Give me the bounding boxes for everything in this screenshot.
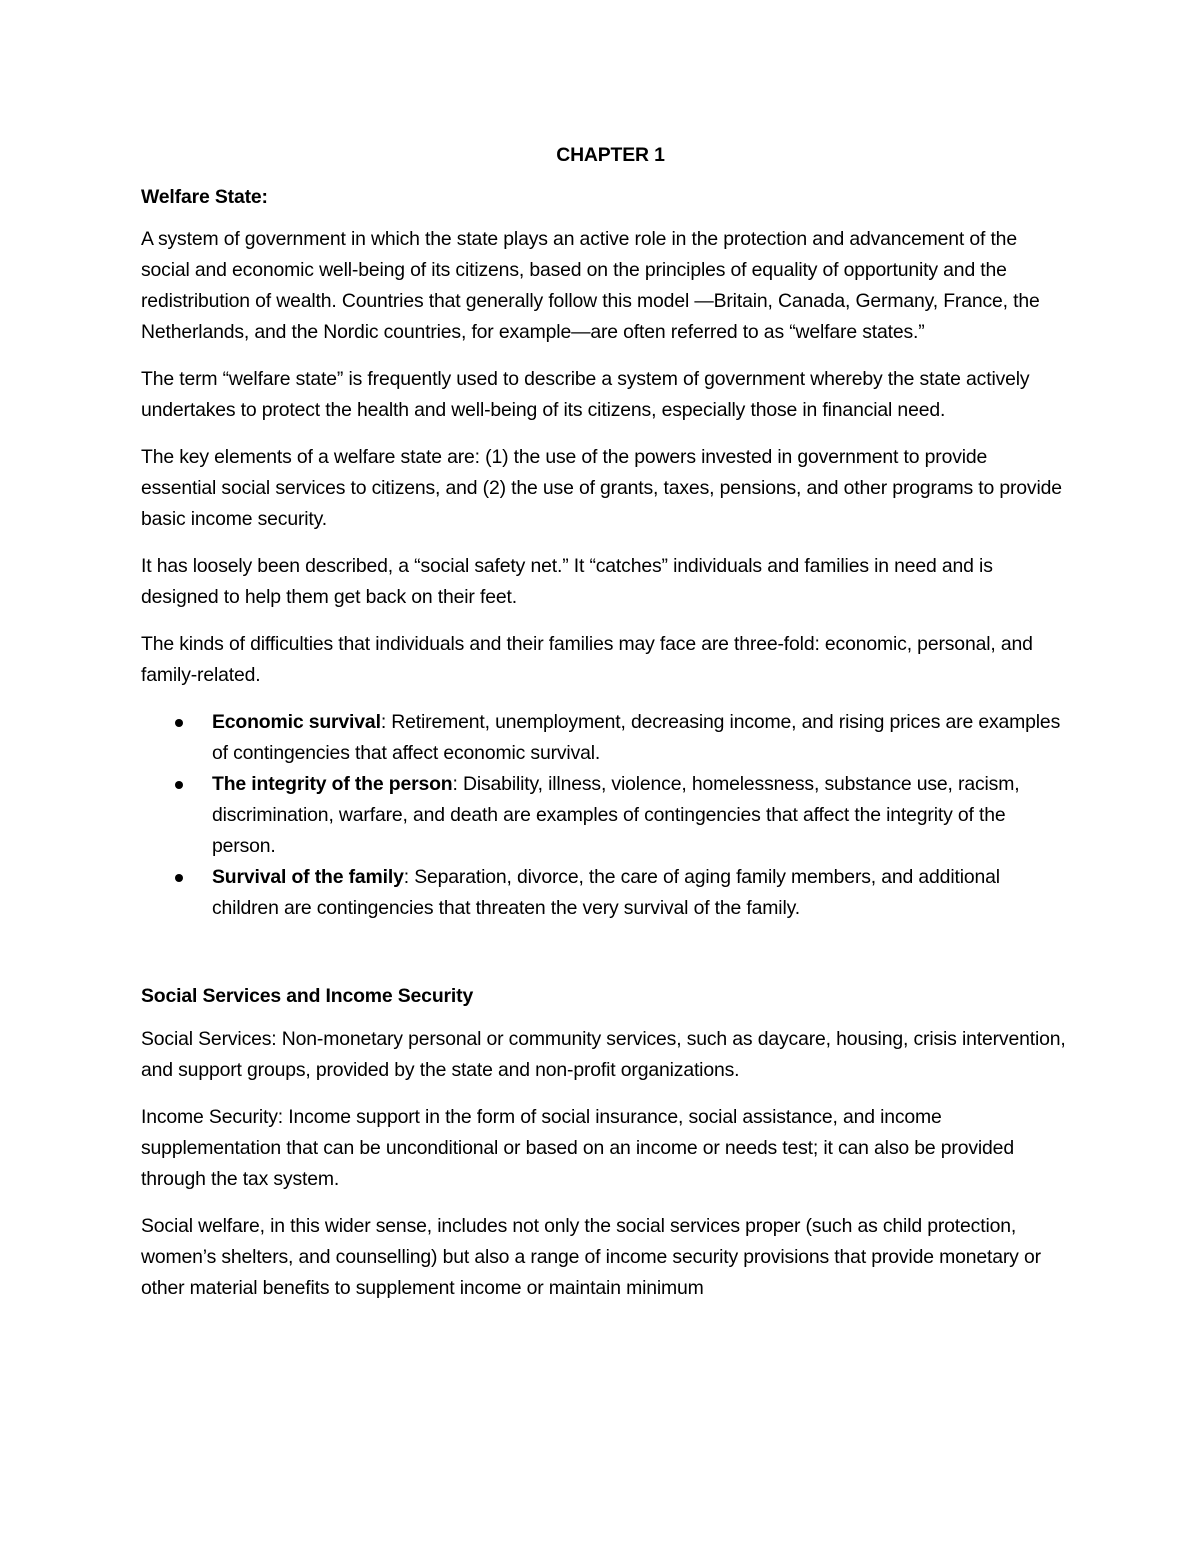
bullet-text: : Disability, illness, violence, homelessness, substance use, racism, discrimination, warfare, and death are examples of contingencies that affect the integrity of the person. (212, 773, 1020, 857)
bullet-term: The integrity of the person (212, 773, 453, 795)
bullet-icon (175, 719, 183, 727)
chapter-title: CHAPTER 1 (556, 144, 665, 166)
paragraph-key-elements: The key elements of a welfare state are: (1) the use of the powers invested in government to provide essential social services to citizens, and (2) the use of grants, taxes, pensions, and other programs to provide basic income security. (141, 446, 1062, 530)
bullet-term: Economic survival (212, 711, 381, 733)
paragraph-difficulties: The kinds of difficulties that individuals and their families may face are three-fold: economic, personal, and family-related. (141, 633, 1033, 686)
bullet-text: : Retirement, unemployment, decreasing income, and rising prices are examples of contingencies that affect economic survival. (212, 711, 1061, 764)
list-item (212, 707, 1066, 769)
bullet-icon (175, 874, 183, 882)
list-item (212, 862, 1066, 924)
section-heading: Social Services and Income Security (141, 985, 474, 1007)
paragraph-social-welfare: Social welfare, in this wider sense, includes not only the social services proper (such as child protection, women’s shelters, and counselling) but also a range of income security provisions that provide monetary or other material benefits to supplement income or maintain minimum (141, 1215, 1041, 1299)
document-body (141, 140, 1066, 1320)
paragraph-safety-net: It has loosely been described, a “social safety net.” It “catches” individuals and families in need and is designed to help them get back on their feet. (141, 555, 993, 608)
difficulties-list (141, 707, 1066, 924)
bullet-icon (175, 781, 183, 789)
paragraph-definition: A system of government in which the state plays an active role in the protection and advancement of the social and economic well-being of its citizens, based on the principles of equality of opportunity and the redistribution of wealth. Countries that generally follow this model —Britain, Canada, Germany, France, the Netherlands, and the Nordic countries, for example—are often referred to as “welfare states.” (141, 228, 1040, 343)
bullet-text: : Separation, divorce, the care of aging family members, and additional children are contingencies that threaten the very survival of the family. (212, 866, 1000, 919)
paragraph-term: The term “welfare state” is frequently used to describe a system of government whereby the state actively undertakes to protect the health and well-being of its citizens, especially those in financial need. (141, 368, 1030, 421)
welfare-state-heading: Welfare State: (141, 186, 268, 208)
list-item (212, 769, 1066, 862)
paragraph-social-services: Social Services: Non-monetary personal or community services, such as daycare, housing, crisis intervention, and support groups, provided by the state and non-profit organizations. (141, 1028, 1066, 1081)
bullet-term: Survival of the family (212, 866, 404, 888)
paragraph-income-security: Income Security: Income support in the form of social insurance, social assistance, and income supplementation that can be unconditional or based on an income or needs test; it can also be provided through the tax system. (141, 1106, 1014, 1190)
